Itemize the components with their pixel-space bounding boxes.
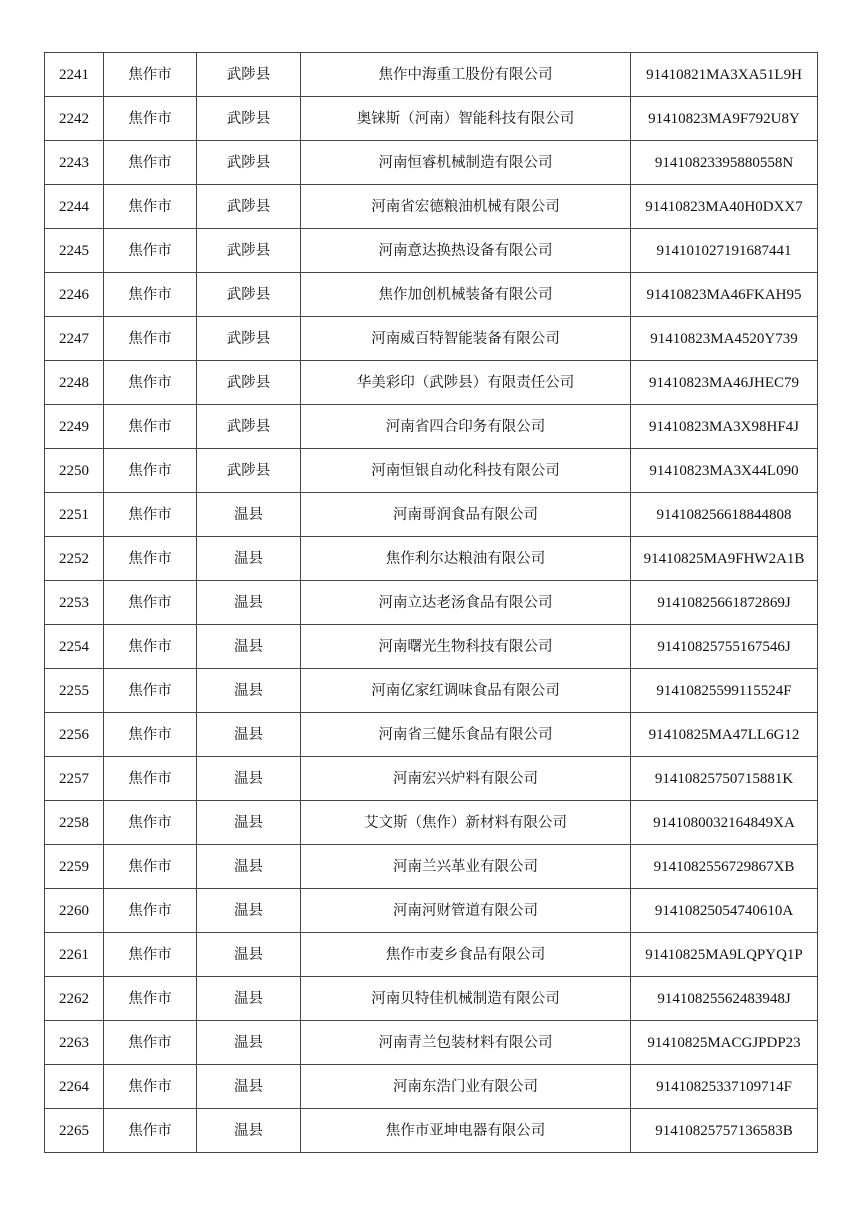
table-row [45,845,818,889]
county-cell: 武陟县 [197,317,301,361]
city-cell: 焦作市 [104,493,197,537]
county-cell: 武陟县 [197,97,301,141]
county-cell: 武陟县 [197,53,301,97]
company-name-cell: 河南恒银自动化科技有限公司 [301,449,631,493]
credit-code-cell: 91410823MA3X44L090 [631,449,818,493]
row-number-cell: 2262 [45,977,104,1021]
company-name-cell: 河南立达老汤食品有限公司 [301,581,631,625]
company-name-cell: 焦作市亚坤电器有限公司 [301,1109,631,1153]
city-cell: 焦作市 [104,713,197,757]
credit-code-cell: 914101027191687441 [631,229,818,273]
city-cell: 焦作市 [104,185,197,229]
company-name-cell: 奥铼斯（河南）智能科技有限公司 [301,97,631,141]
city-cell: 焦作市 [104,405,197,449]
county-cell: 温县 [197,669,301,713]
company-name-cell: 河南贝特佳机械制造有限公司 [301,977,631,1021]
city-cell: 焦作市 [104,581,197,625]
county-cell: 武陟县 [197,273,301,317]
company-name-cell: 艾文斯（焦作）新材料有限公司 [301,801,631,845]
county-cell: 武陟县 [197,229,301,273]
table-row [45,933,818,977]
credit-code-cell: 91410823MA40H0DXX7 [631,185,818,229]
credit-code-cell: 91410825562483948J [631,977,818,1021]
row-number-cell: 2250 [45,449,104,493]
table-row [45,757,818,801]
county-cell: 温县 [197,757,301,801]
city-cell: 焦作市 [104,977,197,1021]
county-cell: 温县 [197,1065,301,1109]
row-number-cell: 2255 [45,669,104,713]
credit-code-cell: 91410823MA4520Y739 [631,317,818,361]
company-name-cell: 焦作利尔达粮油有限公司 [301,537,631,581]
row-number-cell: 2257 [45,757,104,801]
city-cell: 焦作市 [104,53,197,97]
company-name-cell: 河南恒睿机械制造有限公司 [301,141,631,185]
company-name-cell: 华美彩印（武陟县）有限责任公司 [301,361,631,405]
row-number-cell: 2252 [45,537,104,581]
county-cell: 武陟县 [197,141,301,185]
company-name-cell: 河南曙光生物科技有限公司 [301,625,631,669]
county-cell: 温县 [197,537,301,581]
city-cell: 焦作市 [104,1065,197,1109]
city-cell: 焦作市 [104,449,197,493]
row-number-cell: 2247 [45,317,104,361]
table-row [45,53,818,97]
credit-code-cell: 91410823MA9F792U8Y [631,97,818,141]
city-cell: 焦作市 [104,361,197,405]
credit-code-cell: 91410823MA3X98HF4J [631,405,818,449]
city-cell: 焦作市 [104,141,197,185]
table-row [45,493,818,537]
table-row [45,581,818,625]
table-row [45,449,818,493]
county-cell: 温县 [197,889,301,933]
table-row [45,185,818,229]
company-name-cell: 焦作加创机械装备有限公司 [301,273,631,317]
county-cell: 温县 [197,933,301,977]
credit-code-cell: 91410825MACGJPDP23 [631,1021,818,1065]
table-row [45,625,818,669]
city-cell: 焦作市 [104,889,197,933]
city-cell: 焦作市 [104,845,197,889]
table-row [45,97,818,141]
credit-code-cell: 914108256618844808 [631,493,818,537]
city-cell: 焦作市 [104,229,197,273]
county-cell: 温县 [197,977,301,1021]
credit-code-cell: 91410821MA3XA51L9H [631,53,818,97]
row-number-cell: 2261 [45,933,104,977]
city-cell: 焦作市 [104,669,197,713]
credit-code-cell: 9141082556729867XB [631,845,818,889]
credit-code-cell: 91410825757136583B [631,1109,818,1153]
city-cell: 焦作市 [104,757,197,801]
county-cell: 温县 [197,713,301,757]
credit-code-cell: 91410825755167546J [631,625,818,669]
row-number-cell: 2245 [45,229,104,273]
table-row [45,537,818,581]
city-cell: 焦作市 [104,317,197,361]
county-cell: 温县 [197,625,301,669]
credit-code-cell: 91410825MA47LL6G12 [631,713,818,757]
row-number-cell: 2248 [45,361,104,405]
table-row [45,1109,818,1153]
row-number-cell: 2259 [45,845,104,889]
row-number-cell: 2242 [45,97,104,141]
county-cell: 武陟县 [197,449,301,493]
county-cell: 温县 [197,1109,301,1153]
city-cell: 焦作市 [104,801,197,845]
county-cell: 温县 [197,493,301,537]
row-number-cell: 2253 [45,581,104,625]
county-cell: 温县 [197,801,301,845]
company-name-cell: 河南哥润食品有限公司 [301,493,631,537]
county-cell: 武陟县 [197,185,301,229]
county-cell: 武陟县 [197,361,301,405]
table-body [45,53,818,1153]
table-row [45,801,818,845]
county-cell: 武陟县 [197,405,301,449]
table-row [45,977,818,1021]
row-number-cell: 2243 [45,141,104,185]
row-number-cell: 2251 [45,493,104,537]
table-row [45,405,818,449]
company-name-cell: 河南青兰包装材料有限公司 [301,1021,631,1065]
county-cell: 温县 [197,845,301,889]
company-name-cell: 河南河财管道有限公司 [301,889,631,933]
table-row [45,229,818,273]
city-cell: 焦作市 [104,1109,197,1153]
company-name-cell: 焦作市麦乡食品有限公司 [301,933,631,977]
table-row [45,273,818,317]
credit-code-cell: 91410825337109714F [631,1065,818,1109]
city-cell: 焦作市 [104,273,197,317]
city-cell: 焦作市 [104,625,197,669]
table-row [45,1065,818,1109]
table-row [45,889,818,933]
row-number-cell: 2258 [45,801,104,845]
row-number-cell: 2264 [45,1065,104,1109]
row-number-cell: 2260 [45,889,104,933]
credit-code-cell: 91410825750715881K [631,757,818,801]
table-row [45,141,818,185]
credit-code-cell: 91410823MA46JHEC79 [631,361,818,405]
company-name-cell: 河南省宏德粮油机械有限公司 [301,185,631,229]
company-name-cell: 河南兰兴革业有限公司 [301,845,631,889]
table-row [45,361,818,405]
credit-code-cell: 91410825661872869J [631,581,818,625]
row-number-cell: 2241 [45,53,104,97]
row-number-cell: 2246 [45,273,104,317]
county-cell: 温县 [197,581,301,625]
company-name-cell: 河南意达换热设备有限公司 [301,229,631,273]
credit-code-cell: 9141080032164849XA [631,801,818,845]
credit-code-cell: 91410825599115524F [631,669,818,713]
company-name-cell: 河南亿家红调味食品有限公司 [301,669,631,713]
row-number-cell: 2249 [45,405,104,449]
row-number-cell: 2244 [45,185,104,229]
table-row [45,669,818,713]
credit-code-cell: 91410825054740610A [631,889,818,933]
city-cell: 焦作市 [104,933,197,977]
company-name-cell: 河南省三健乐食品有限公司 [301,713,631,757]
table-row [45,1021,818,1065]
credit-code-cell: 91410825MA9LQPYQ1P [631,933,818,977]
row-number-cell: 2256 [45,713,104,757]
row-number-cell: 2254 [45,625,104,669]
credit-code-cell: 91410823395880558N [631,141,818,185]
table-row [45,317,818,361]
table-row [45,713,818,757]
credit-code-cell: 91410823MA46FKAH95 [631,273,818,317]
city-cell: 焦作市 [104,97,197,141]
enterprise-table [44,52,818,1153]
company-name-cell: 河南威百特智能装备有限公司 [301,317,631,361]
city-cell: 焦作市 [104,1021,197,1065]
row-number-cell: 2263 [45,1021,104,1065]
county-cell: 温县 [197,1021,301,1065]
credit-code-cell: 91410825MA9FHW2A1B [631,537,818,581]
company-name-cell: 河南东浩门业有限公司 [301,1065,631,1109]
row-number-cell: 2265 [45,1109,104,1153]
city-cell: 焦作市 [104,537,197,581]
company-name-cell: 河南宏兴炉料有限公司 [301,757,631,801]
company-name-cell: 焦作中海重工股份有限公司 [301,53,631,97]
company-name-cell: 河南省四合印务有限公司 [301,405,631,449]
